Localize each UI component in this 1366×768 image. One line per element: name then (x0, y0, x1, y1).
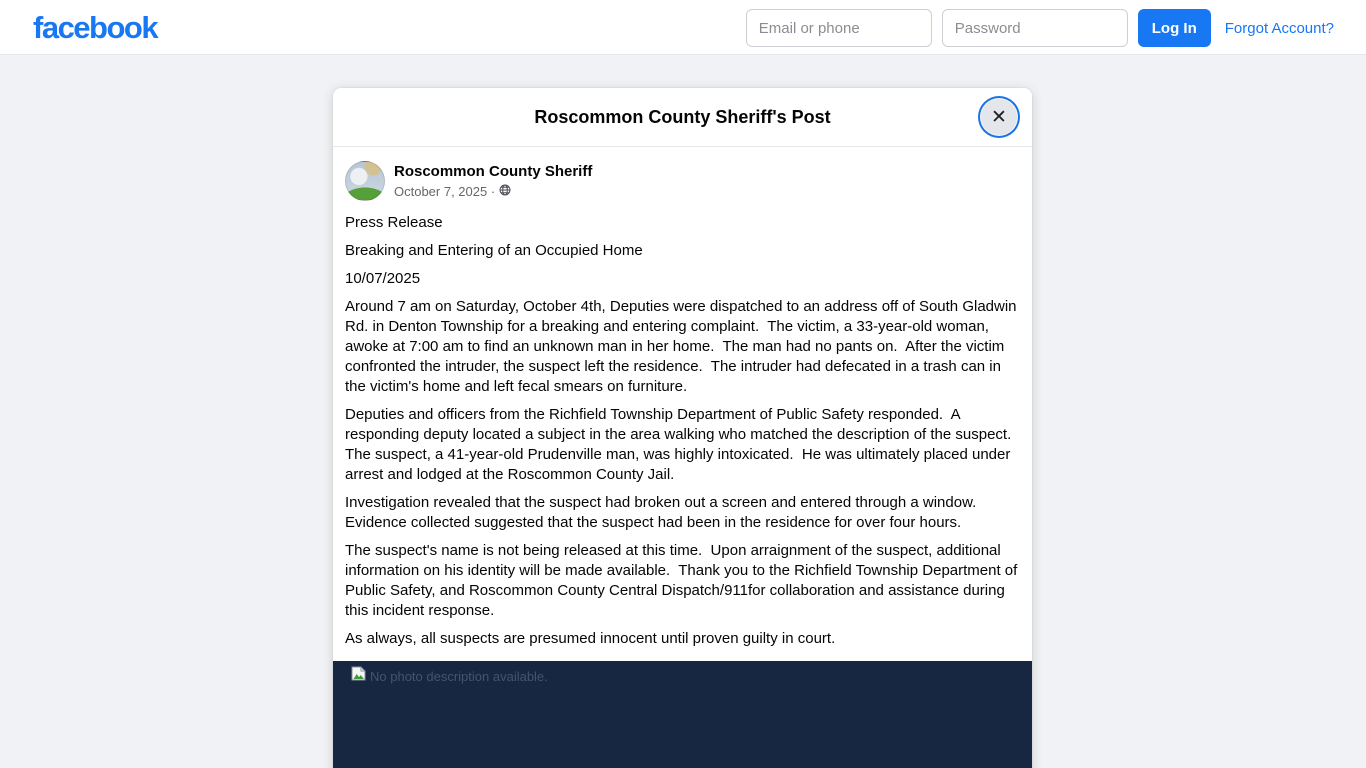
post-meta (345, 161, 1020, 201)
post-text (345, 213, 1020, 649)
post-author-link[interactable]: Roscommon County Sheriff (394, 163, 593, 180)
post-paragraph: Breaking and Entering of an Occupied Home (345, 242, 643, 259)
post-timestamp (394, 183, 592, 200)
post-paragraph: Press Release (345, 214, 443, 231)
post-paragraph: Around 7 am on Saturday, October 4th, Deputies were dispatched to an address off of South Gladwin Rd. in Denton Township for a breaking and entering complaint. The victim, a 33-year-old woman, awoke at 7:00 am to find an unknown man in her home. The man had no pants on. After the victim confronted the intruder, the suspect left the residence. The intruder had defecated in a trash can in the victim's home and left fecal smears on furniture. (345, 298, 1021, 395)
post-dialog-header (333, 88, 1032, 147)
facebook-logo[interactable]: facebook (33, 10, 158, 45)
post-paragraph: 10/07/2025 (345, 270, 421, 287)
post-paragraph: Investigation revealed that the suspect had broken out a screen and entered through a window. Evidence collected suggested that the suspect had been in the residence for over four hours. (345, 494, 985, 531)
login-button[interactable]: Log In (1138, 9, 1211, 47)
close-button[interactable] (981, 99, 1017, 135)
globe-icon (499, 183, 511, 200)
forgot-account-link[interactable]: Forgot Account? (1224, 19, 1334, 37)
post-paragraph: As always, all suspects are presumed innocent until proven guilty in court. (345, 630, 836, 647)
post-content (333, 147, 1032, 661)
photo-alt-row (351, 665, 1032, 687)
password-field[interactable] (942, 9, 1128, 47)
post-dialog (333, 88, 1032, 768)
post-paragraph: Deputies and officers from the Richfield Township Department of Public Safety responded. A responding deputy located a subject in the area walking who matched the description of the suspect. The suspect, a 41-year-old Prudenville man, was highly intoxicated. He was ultimately placed under arrest and lodged at the Roscommon County Jail. (345, 406, 1020, 483)
photo-alt-text: No photo description available. (370, 668, 548, 684)
login-form (746, 9, 1334, 47)
dialog-title: Roscommon County Sheriff's Post (534, 106, 831, 127)
post-photo[interactable] (333, 661, 1032, 768)
post-meta-text (394, 162, 592, 200)
avatar[interactable] (345, 161, 385, 201)
post-date: October 7, 2025 · (394, 184, 496, 199)
top-navigation-bar (0, 0, 1366, 55)
email-field[interactable] (746, 9, 932, 47)
broken-image-icon (351, 666, 367, 687)
close-icon: ✕ (991, 106, 1007, 128)
post-paragraph: The suspect's name is not being released at this time. Upon arraignment of the suspect, additional information on his identity will be made available. Thank you to the Richfield Township Department of Public Safety, and Roscommon County Central Dispatch/911for collaboration and assistance during this incident response. (345, 542, 1022, 619)
